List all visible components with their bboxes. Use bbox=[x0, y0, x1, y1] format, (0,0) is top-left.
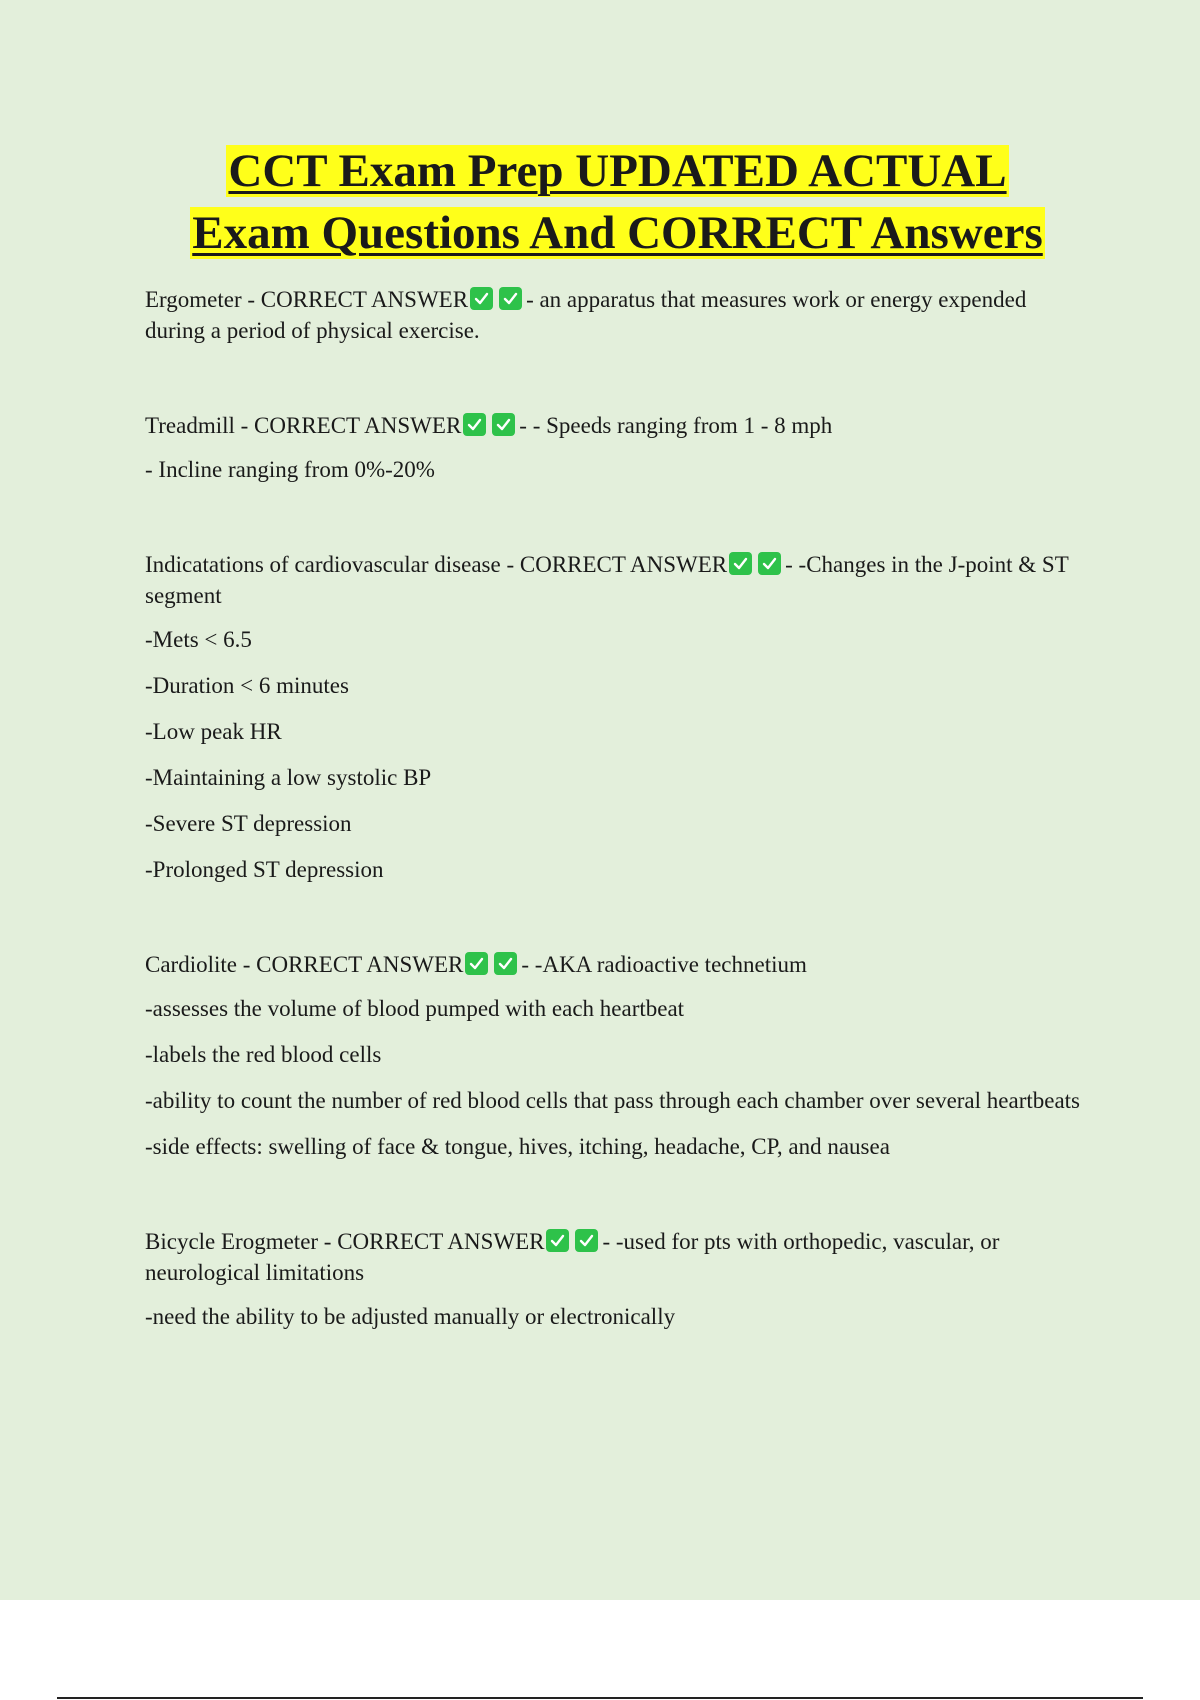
qa-answer-line: -Severe ST depression bbox=[145, 811, 352, 836]
qa-answer: - - Speeds ranging from 1 - 8 mph bbox=[519, 413, 833, 438]
footer-divider bbox=[57, 1697, 1143, 1699]
qa-answer-line: -Duration < 6 minutes bbox=[145, 673, 349, 698]
checkmark-icon bbox=[492, 413, 515, 436]
qa-answer: - -Changes in the J-point & ST segment bbox=[145, 552, 1069, 608]
checkmark-icon bbox=[546, 1229, 569, 1252]
qa-question-line bbox=[145, 284, 1090, 346]
checkmark-icon bbox=[499, 287, 522, 310]
checkmark-icon bbox=[494, 952, 517, 975]
qa-question-line bbox=[145, 949, 1090, 980]
qa-answer-line: -Prolonged ST depression bbox=[145, 857, 384, 882]
qa-term: Cardiolite - CORRECT ANSWER bbox=[145, 952, 464, 977]
qa-term: Indicatations of cardiovascular disease - CORRECT ANSWER bbox=[145, 552, 728, 577]
checkmark-icon bbox=[465, 952, 488, 975]
qa-term: Treadmill - CORRECT ANSWER bbox=[145, 413, 462, 438]
checkmark-icon bbox=[758, 552, 781, 575]
document-body bbox=[145, 140, 1090, 1396]
qa-term: Bicycle Erogmeter - CORRECT ANSWER bbox=[145, 1229, 545, 1254]
qa-answer-line: -need the ability to be adjusted manually or electronically bbox=[145, 1304, 676, 1329]
qa-answer-line: -ability to count the number of red blood cells that pass through each chamber over several heartbeats bbox=[145, 1088, 1081, 1113]
checkmark-icon bbox=[470, 287, 493, 310]
qa-item bbox=[145, 1226, 1090, 1332]
qa-item bbox=[145, 284, 1090, 346]
qa-term: Ergometer - CORRECT ANSWER bbox=[145, 287, 469, 312]
qa-question-line bbox=[145, 549, 1090, 611]
qa-answer-line: -Maintaining a low systolic BP bbox=[145, 765, 432, 790]
qa-answer: - -used for pts with orthopedic, vascular, or neurological limitations bbox=[145, 1229, 1000, 1285]
title-line-2: Exam Questions And CORRECT Answers bbox=[192, 207, 1043, 259]
qa-answer-line: -assesses the volume of blood pumped with each heartbeat bbox=[145, 996, 685, 1021]
qa-question-line bbox=[145, 1226, 1090, 1288]
checkmark-icon bbox=[463, 413, 486, 436]
qa-item bbox=[145, 410, 1090, 485]
qa-answer-line: -side effects: swelling of face & tongue, hives, itching, headache, CP, and nausea bbox=[145, 1134, 890, 1159]
page-footer bbox=[0, 1600, 1200, 1700]
qa-answer: - an apparatus that measures work or energy expended during a period of physical exercise. bbox=[145, 287, 1027, 343]
checkmark-icon bbox=[575, 1229, 598, 1252]
qa-list bbox=[145, 284, 1090, 1332]
qa-answer-line: - Incline ranging from 0%-20% bbox=[145, 457, 435, 482]
qa-question-line bbox=[145, 410, 1090, 441]
document-title bbox=[125, 140, 1110, 264]
qa-answer-line: -labels the red blood cells bbox=[145, 1042, 382, 1067]
title-line-1: CCT Exam Prep UPDATED ACTUAL bbox=[228, 145, 1007, 197]
qa-answer: - -AKA radioactive technetium bbox=[521, 952, 807, 977]
qa-item bbox=[145, 549, 1090, 885]
qa-answer-line: -Mets < 6.5 bbox=[145, 627, 252, 652]
qa-answer-line: -Low peak HR bbox=[145, 719, 282, 744]
qa-item bbox=[145, 949, 1090, 1162]
checkmark-icon bbox=[729, 552, 752, 575]
